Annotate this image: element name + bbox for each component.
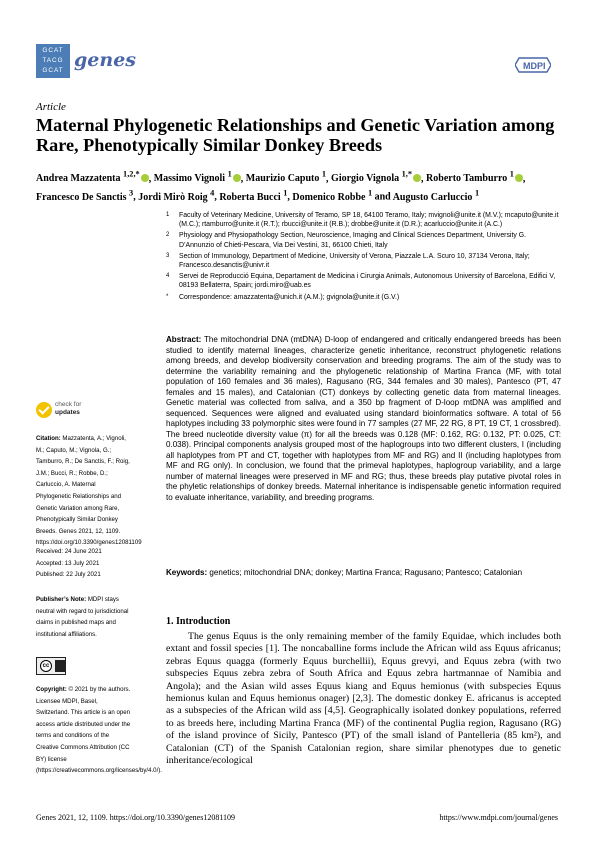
footer-journal-link[interactable]: https://www.mdpi.com/journal/genes [439,813,558,822]
author-name: Andrea Mazzatenta $^{1,2,*}$ [36,173,149,184]
author-name: Domenico Robbe $^1$ [292,188,373,203]
abstract [166,335,561,503]
cc-license-icon[interactable]: cc [36,657,66,675]
accepted-date: Accepted: 13 July 2021 [36,559,100,567]
journal-name: genes [74,49,136,71]
author-name: Roberto Tamburro $^1$ [426,173,523,184]
author-name: Roberta Bucci $^1$ [219,188,288,203]
publisher-note: Publisher’s Note: MDPI stays neutral with regard to jurisdictional claims in published maps and institutional affiliations. [36,596,129,638]
publisher-name: MDPI [523,61,546,71]
author-name: Augusto Carluccio $^1$ [392,188,480,203]
affiliation-item: 4 Servei de Reproducció Equina, Departament de Medicina i Cirurgia Animals, Autonomous University of Barcelona, Edifici V, 08193 Bellaterra, Spain; jordi.miro@uab.es [166,273,556,290]
affiliation-item: 2 Physiology and Physiopathology Section, Neuroscience, Imaging and Clinical Sciences Department, University G. D’Annunzio of Chieti-Pescara, Via Dei Vestini, 31, 66100 Chieti, Italy [166,232,527,249]
author-name: Jordi Mirò Roig $^4$ [138,188,215,203]
footer-citation: Genes 2021, 12, 1109. https://doi.org/10.3390/genes12081109 [36,813,236,822]
check-updates-label: check for updates [55,401,82,416]
received-date: Received: 24 June 2021 [36,548,102,555]
author-name: Massimo Vignoli $^1$ [154,173,241,184]
orcid-icon[interactable] [141,174,149,182]
abstract-label: Abstract: [166,335,202,344]
orcid-icon[interactable] [413,174,421,182]
check-updates-button[interactable] [36,399,96,421]
orcid-icon[interactable] [515,174,523,182]
keywords-text: genetics; mitochondrial DNA; donkey; Martina Franca; Ragusano; Pantesco; Catalonian [209,568,523,577]
publication-dates [36,546,132,581]
keywords [166,568,561,579]
affiliation-item: 3 Section of Immunology, Department of Medicine, University of Verona, Piazzale L.A. Scuro 10, 37134 Verona, Italy; Francesco.desanctis@univr.it [166,252,530,270]
introduction-text: The genus Equus is the only remaining member of the family Equidae, which includes both extant and fossil species [1]. The noncaballine forms include the African wild ass Equus africanus; zebras Equus quagga (formerly Equus burchellii), Equus grevyi, and Equus zebra (with two subspecies Equus zebra zebra of South Africa and Equus zebra hartmannae of Namibia and Angola); and the Asian wild asses Equus kiang and Equus hemionus (with subspecies Equus hemionus kulan and Equus hemionus onager) [2,3]. The domestic donkey E. africanus is accepted as a subspecies of the African wild ass [4,5]. Geographically isolated donkey populations, referred to as breeds here, including Martina Franca (MF) of the continental Puglia region, Ragusano (RG) of the island province of Sicily, Pantesco (PT) of the small island of Pantelleria (85 km²), and Catalonian (CT) of the Spanish Catalonian region, share similar phenotypes due to genetic inheritance/ecological [166,631,561,767]
author-name: Francesco De Sanctis $^3$ [36,188,134,203]
author-name: Giorgio Vignola $^{1,*}$ [331,173,421,184]
affiliations [166,211,561,304]
affiliation-item: 1 Faculty of Veterinary Medicine, University of Teramo, SP 18, 64100 Teramo, Italy; mvignoli@unite.it (M.V.); mcaputo@unite.it (M.C.); rtamburro@unite.it (R.T.); rbucci@unite.it (R.B.); drobbe@unite.it (D.R.); acarluccio@unite.it (A.C.) [166,212,559,229]
copyright: Copyright: © 2021 by the authors. Licensee MDPI, Basel, Switzerland. This article is an open access article distributed under the terms and conditions of the Creative Commons Attribution (CC BY) license (https://creativecommons.org/licenses/by/4.0/). [36,686,162,775]
orcid-icon[interactable] [233,174,241,182]
journal-logo: GCAT TACG GCAT [36,44,70,78]
abstract-text: The mitochondrial DNA (mtDNA) D-loop of endangered and critically endangered breeds has been studied to identify maternal lineages, characterize genetic inheritance, reconstruct phylogenetic relations among breeds, and develop biodiversity conservation and breeding programs. The aim of the study was to determine the variability remaining and the phylogenetic relationship of Martina Franca (MF, with total population of 160 females and 36 males), Ragusano (RG, 344 females and 30 males), Pantesco (PT, 47 females and 15 males), and Catalonian (CT) donkeys by collecting genetic data from maternal lineages. Genetic material was collected from saliva, and a 350 bp fragment of D-loop mtDNA was amplified and sequenced. Sequences were aligned and evaluated using standard bioinformatics software. A total of 56 haplotypes including 33 polymorphic sites were found in 77 samples (27 MF, 22 RG, 8 PT, 19 CT, 1 crossbred). The breed nucleotide diversity value (π) for all the breeds was 0.128 (MF: 0.162, RG: 0.132, PT: 0.025, CT: 0.038). Principal components analysis grouped most of the haplogroups into two different clusters, I (including all haplotypes from PT and CT, together with haplotypes from MF and RG) and II (including haplotypes from MF and RG only). In conclusion, we found that the primeval haplotypes, haplogroup variability, and a large number of maternal lineages were preserved in MF and RG; thus, these breeds play putative pivotal roles in the phyletic relationships of donkey breeds. Maternal inheritance is indispensable genetic information required to evaluate inheritance, variability, and breeding programs. [166,335,561,502]
author-list: Andrea Mazzatenta $^{1,2,*}$ , Massimo Vignoli $^1$ , Maurizio Caputo $^1$, Giorgio Vignola $^{1,*}$ , Roberto Tamburro $^1$ , Francesco De Sanctis $^3$, Jordi Mirò Roig $^4$, Roberta Bucci $^1$, Domenico Robbe $^1$ and Augusto Carluccio $^1$ [36,170,526,203]
published-date: Published: 22 July 2021 [36,571,101,579]
affiliation-item: * Correspondence: amazzatenta@unich.it (A.M.); gvignola@unite.it (G.V.) [166,293,400,301]
section-heading: 1. Introduction [166,616,231,627]
article-title: Maternal Phylogenetic Relationships and Genetic Variation among Rare, Phenotypically Similar Donkey Breeds [36,115,555,155]
citation: Citation: Mazzatenta, A.; Vignoli, M.; Caputo, M.; Vignola, G.; Tamburro, R.; De Sanctis, F.; Roig, J.M.; Bucci, R.; Robbe, D.; Carluccio, A. Maternal Phylogenetic Relationships and Genetic Variation among Rare, Phenotypically Similar Donkey Breeds. Genes 2021, 12, 1109. https://doi.org/10.3390/genes12081109 [36,435,142,547]
author-name: Maurizio Caputo $^1$ [245,170,327,185]
article-type: Article [36,101,66,113]
keywords-label: Keywords: [166,568,208,577]
check-updates-icon [36,402,52,418]
